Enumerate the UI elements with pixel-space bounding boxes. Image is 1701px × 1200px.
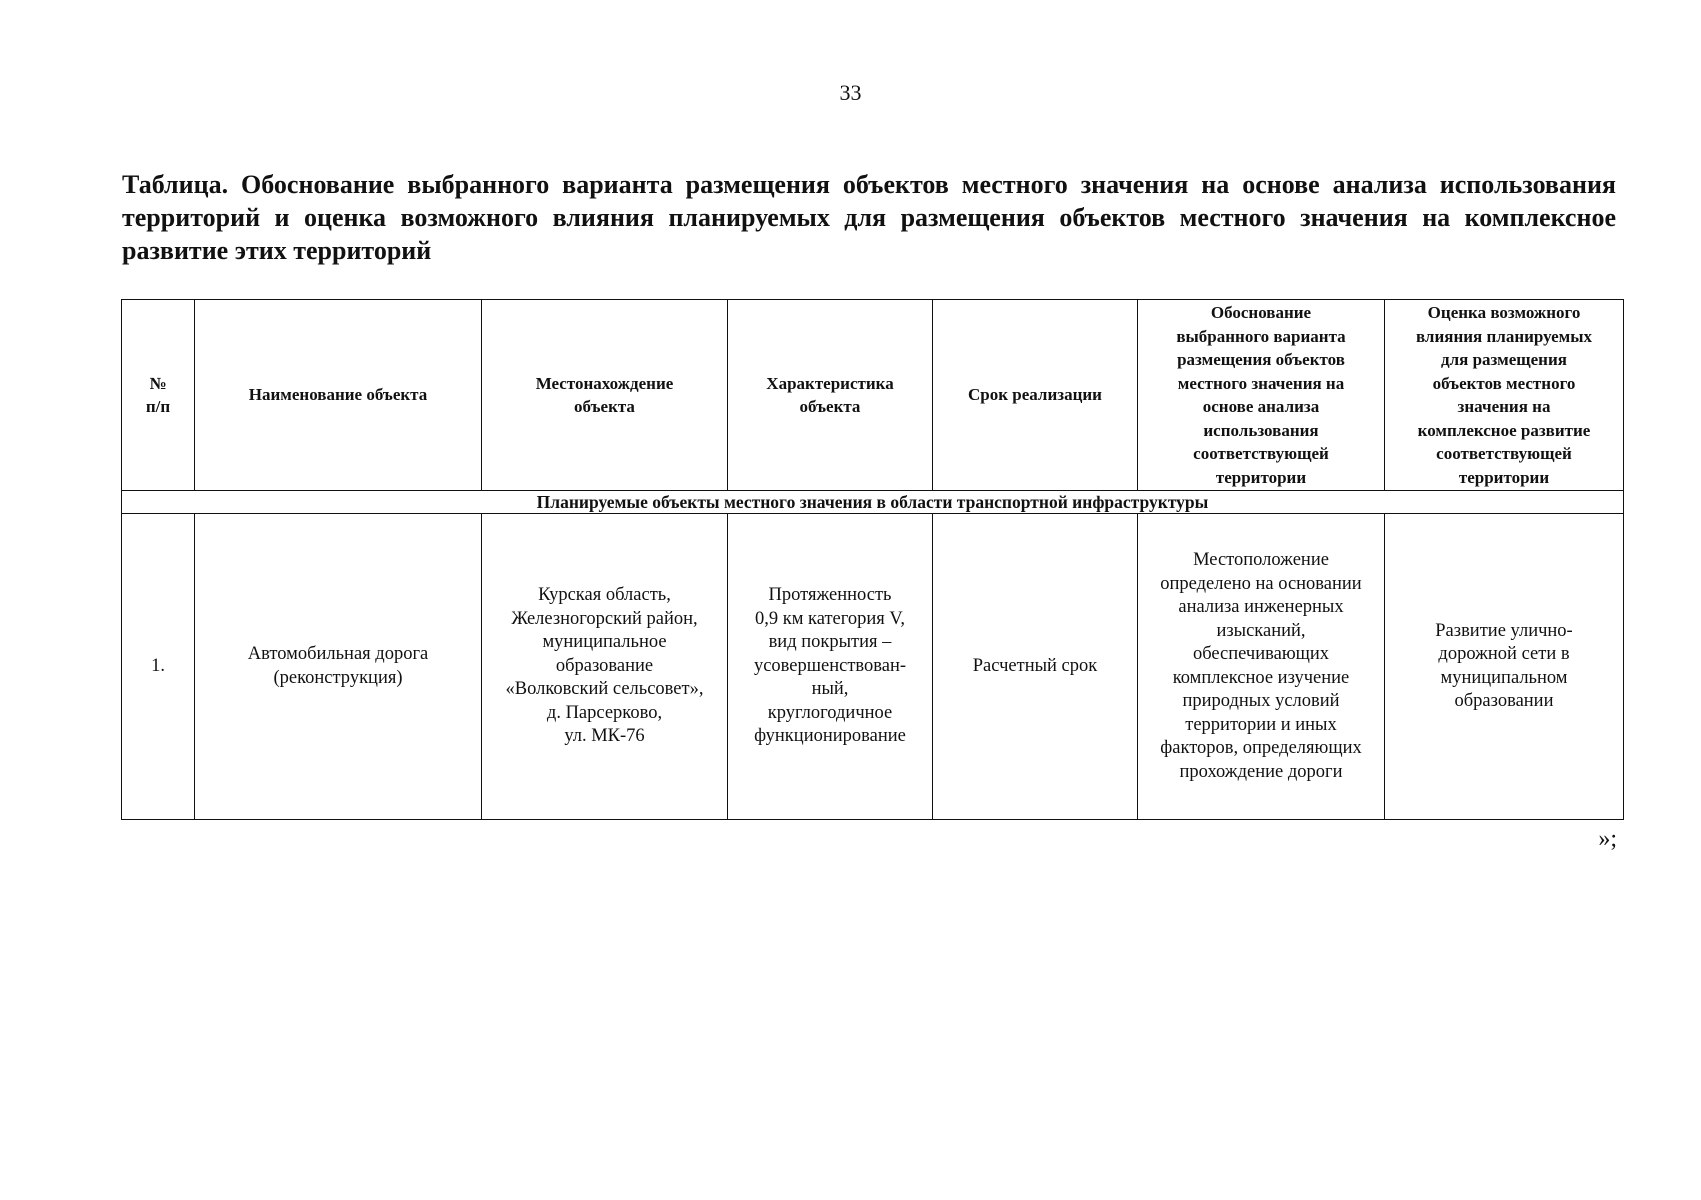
closing-quote-mark: »; bbox=[1598, 826, 1617, 852]
header-characteristics: Характеристика объекта bbox=[728, 300, 933, 491]
cell-object-name: Автомобильная дорога (реконструкция) bbox=[195, 514, 482, 820]
table-header-row bbox=[122, 300, 1624, 491]
cell-implementation-term: Расчетный срок bbox=[933, 514, 1138, 820]
header-impact-assessment: Оценка возможного влияния планируемых для размещения объектов местного значения на комплексное развитие соответствующей территории bbox=[1385, 300, 1624, 491]
header-location: Местонахождение объекта bbox=[482, 300, 728, 491]
table-row bbox=[122, 514, 1624, 820]
section-row bbox=[122, 491, 1624, 514]
cell-location: Курская область, Железногорский район, муниципальное образование «Волковский сельсовет», д. Парсерково, ул. МК-76 bbox=[482, 514, 728, 820]
header-object-name: Наименование объекта bbox=[195, 300, 482, 491]
objects-table bbox=[121, 299, 1624, 820]
header-justification: Обоснование выбранного варианта размещения объектов местного значения на основе анализа использования соответствующей территории bbox=[1138, 300, 1385, 491]
document-title: Таблица. Обоснование выбранного варианта размещения объектов местного значения на основе анализа использования территорий и оценка возможного влияния планируемых для размещения объектов местного значения на комплексное развитие этих территорий bbox=[122, 170, 1616, 265]
page-number: 33 bbox=[839, 80, 862, 105]
header-number: № п/п bbox=[122, 300, 195, 491]
header-implementation-term: Срок реализации bbox=[933, 300, 1138, 491]
cell-characteristics: Протяженность 0,9 км категория V, вид покрытия – усовершенствован- ный, круглогодичное функционирование bbox=[728, 514, 933, 820]
section-title: Планируемые объекты местного значения в области транспортной инфраструктуры bbox=[122, 491, 1624, 514]
cell-justification: Местоположение определено на основании анализа инженерных изысканий, обеспечивающих комплексное изучение природных условий территории и иных факторов, определяющих прохождение дороги bbox=[1138, 514, 1385, 820]
cell-number: 1. bbox=[122, 514, 195, 820]
cell-impact-assessment: Развитие улично- дорожной сети в муниципальном образовании bbox=[1385, 514, 1624, 820]
